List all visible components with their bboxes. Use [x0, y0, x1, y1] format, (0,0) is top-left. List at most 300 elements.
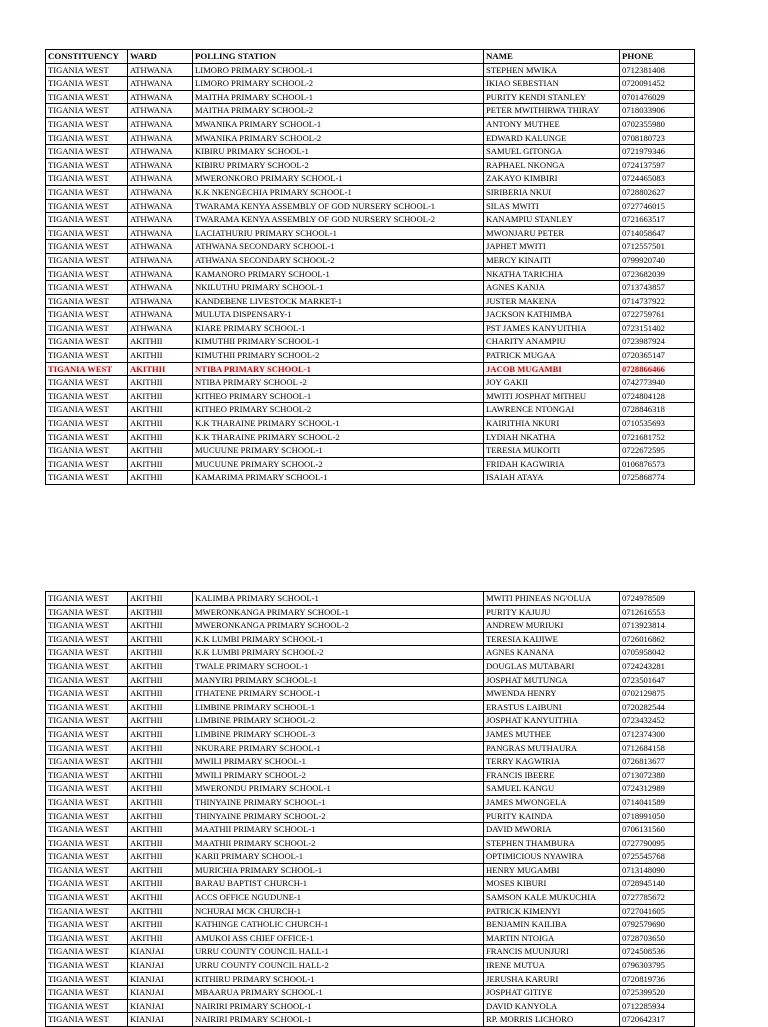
polling-station-cell: URRU COUNTY COUNCIL HALL-1 [193, 945, 484, 959]
table-row [46, 904, 695, 918]
polling-station-cell: TWALE PRIMARY SCHOOL-1 [193, 659, 484, 673]
polling-station-cell: MANYIRI PRIMARY SCHOOL-1 [193, 673, 484, 687]
polling-station-cell: AMUKOI ASS CHIEF OFFICE-1 [193, 931, 484, 945]
header-row [46, 50, 695, 64]
polling-station-cell: K.K THARAINE PRIMARY SCHOOL-2 [193, 430, 484, 444]
name-cell: LAWRENCE NTONGAI [484, 403, 620, 417]
ward-cell: ATHWANA [128, 199, 193, 213]
constituency-cell: TIGANIA WEST [46, 281, 128, 295]
polling-station-cell: THINYAINE PRIMARY SCHOOL-2 [193, 809, 484, 823]
polling-station-cell: MWILI PRIMARY SCHOOL-2 [193, 768, 484, 782]
constituency-cell: TIGANIA WEST [46, 700, 128, 714]
table-row [46, 281, 695, 295]
polling-station-cell: ATHWANA SECONDARY SCHOOL-2 [193, 253, 484, 267]
name-cell: RP. MORRIS LICHORO [484, 1013, 620, 1027]
constituency-cell: TIGANIA WEST [46, 986, 128, 1000]
phone-cell: 0701476029 [620, 90, 695, 104]
table-row [46, 605, 695, 619]
table-row [46, 863, 695, 877]
table-row [46, 741, 695, 755]
name-cell: JOSPHAT MUTUNGA [484, 673, 620, 687]
phone-cell: 0702129875 [620, 687, 695, 701]
table-row [46, 457, 695, 471]
name-cell: PATRICK KIMENYI [484, 904, 620, 918]
name-cell: CHARITY ANAMPIU [484, 335, 620, 349]
polling-station-cell: URRU COUNTY COUNCIL HALL-2 [193, 959, 484, 973]
table-row [46, 158, 695, 172]
name-cell: STEPHEN MWIKA [484, 63, 620, 77]
polling-station-cell: LIMORO PRIMARY SCHOOL-1 [193, 63, 484, 77]
ward-cell: AKITHII [128, 457, 193, 471]
name-cell: JOSPHAT KANYUITHIA [484, 714, 620, 728]
phone-cell: 0725399520 [620, 986, 695, 1000]
constituency-cell: TIGANIA WEST [46, 755, 128, 769]
name-cell: FRANCIS MUUNJURI [484, 945, 620, 959]
ward-cell: ATHWANA [128, 267, 193, 281]
ward-cell: AKITHII [128, 687, 193, 701]
table-row [46, 294, 695, 308]
ward-cell: ATHWANA [128, 253, 193, 267]
name-cell: MWITI JOSPHAT MITHEU [484, 389, 620, 403]
table-row [46, 877, 695, 891]
name-cell: ANTONY MUTHEE [484, 117, 620, 131]
polling-station-cell: KITHEO PRIMARY SCHOOL-1 [193, 389, 484, 403]
header-phone: PHONE [620, 50, 695, 64]
phone-cell: 0706131560 [620, 823, 695, 837]
polling-station-cell: NTIBA PRIMARY SCHOOL -2 [193, 376, 484, 390]
polling-station-cell: MUCUUNE PRIMARY SCHOOL-2 [193, 457, 484, 471]
table-row [46, 972, 695, 986]
polling-station-cell: MWERONKORO PRIMARY SCHOOL-1 [193, 172, 484, 186]
phone-cell: 0720282544 [620, 700, 695, 714]
name-cell: TERESIA MUKOITI [484, 444, 620, 458]
polling-station-cell: BARAU BAPTIST CHURCH-1 [193, 877, 484, 891]
constituency-cell: TIGANIA WEST [46, 444, 128, 458]
polling-station-cell: THINYAINE PRIMARY SCHOOL-1 [193, 795, 484, 809]
ward-cell: ATHWANA [128, 145, 193, 159]
constituency-cell: TIGANIA WEST [46, 945, 128, 959]
constituency-cell: TIGANIA WEST [46, 795, 128, 809]
phone-cell: 0713148090 [620, 863, 695, 877]
ward-cell: ATHWANA [128, 172, 193, 186]
phone-cell: 0713743857 [620, 281, 695, 295]
constituency-cell: TIGANIA WEST [46, 104, 128, 118]
polling-table-bottom [45, 591, 695, 1027]
constituency-cell: TIGANIA WEST [46, 768, 128, 782]
name-cell: MARTIN NTOIGA [484, 931, 620, 945]
table-row [46, 267, 695, 281]
constituency-cell: TIGANIA WEST [46, 90, 128, 104]
phone-cell: 0723501647 [620, 673, 695, 687]
table-row [46, 403, 695, 417]
name-cell: KAIRITHIA NKURI [484, 417, 620, 431]
table-row [46, 632, 695, 646]
constituency-cell: TIGANIA WEST [46, 741, 128, 755]
phone-cell: 0702355980 [620, 117, 695, 131]
constituency-cell: TIGANIA WEST [46, 199, 128, 213]
phone-cell: 0796303795 [620, 959, 695, 973]
constituency-cell: TIGANIA WEST [46, 836, 128, 850]
ward-cell: AKITHII [128, 444, 193, 458]
ward-cell: KIANJAI [128, 986, 193, 1000]
phone-cell: 0714058647 [620, 226, 695, 240]
constituency-cell: TIGANIA WEST [46, 376, 128, 390]
ward-cell: AKITHII [128, 349, 193, 363]
ward-cell: AKITHII [128, 362, 193, 376]
ward-cell: AKITHII [128, 918, 193, 932]
ward-cell: ATHWANA [128, 63, 193, 77]
ward-cell: AKITHII [128, 389, 193, 403]
ward-cell: AKITHII [128, 823, 193, 837]
polling-station-cell: KANDEBENE LIVESTOCK MARKET-1 [193, 294, 484, 308]
name-cell: PURITY KAJUJU [484, 605, 620, 619]
table-row [46, 700, 695, 714]
phone-cell: 0728703650 [620, 931, 695, 945]
table-row [46, 986, 695, 1000]
constituency-cell: TIGANIA WEST [46, 294, 128, 308]
ward-cell: AKITHII [128, 646, 193, 660]
name-cell: DAVID MWORIA [484, 823, 620, 837]
name-cell: PURITY KAINDA [484, 809, 620, 823]
name-cell: JACOB MUGAMBI [484, 362, 620, 376]
name-cell: RAPHAEL NKONGA [484, 158, 620, 172]
polling-station-cell: ACCS OFFICE NGUDUNE-1 [193, 891, 484, 905]
phone-cell: 0727041605 [620, 904, 695, 918]
polling-station-cell: KATHINGE CATHOLIC CHURCH-1 [193, 918, 484, 932]
table-row [46, 349, 695, 363]
ward-cell: KIANJAI [128, 945, 193, 959]
polling-station-cell: KAMARIMA PRIMARY SCHOOL-1 [193, 471, 484, 485]
ward-cell: AKITHII [128, 376, 193, 390]
constituency-cell: TIGANIA WEST [46, 972, 128, 986]
table-row [46, 444, 695, 458]
polling-station-cell: KIBIRU PRIMARY SCHOOL-2 [193, 158, 484, 172]
polling-station-cell: MBAARUA PRIMARY SCHOOL-1 [193, 986, 484, 1000]
constituency-cell: TIGANIA WEST [46, 389, 128, 403]
constituency-cell: TIGANIA WEST [46, 863, 128, 877]
ward-cell: AKITHII [128, 768, 193, 782]
table-row [46, 619, 695, 633]
ward-cell: AKITHII [128, 417, 193, 431]
ward-cell: ATHWANA [128, 104, 193, 118]
ward-cell: ATHWANA [128, 226, 193, 240]
constituency-cell: TIGANIA WEST [46, 403, 128, 417]
phone-cell: 0792579690 [620, 918, 695, 932]
name-cell: AGNES KANANA [484, 646, 620, 660]
table-row [46, 131, 695, 145]
ward-cell: AKITHII [128, 836, 193, 850]
phone-cell: 0728802627 [620, 185, 695, 199]
constituency-cell: TIGANIA WEST [46, 240, 128, 254]
phone-cell: 0723682039 [620, 267, 695, 281]
table-row [46, 592, 695, 606]
name-cell: TERRY KAGWIRIA [484, 755, 620, 769]
name-cell: SAMUEL GITONGA [484, 145, 620, 159]
table-row [46, 226, 695, 240]
phone-cell: 0106876573 [620, 457, 695, 471]
name-cell: MWITI PHINEAS NG'OLUA [484, 592, 620, 606]
phone-cell: 0724804128 [620, 389, 695, 403]
ward-cell: AKITHII [128, 877, 193, 891]
phone-cell: 0708180723 [620, 131, 695, 145]
phone-cell: 0721979346 [620, 145, 695, 159]
name-cell: JOY GAKII [484, 376, 620, 390]
name-cell: ANDREW MURIUKI [484, 619, 620, 633]
phone-cell: 0728866466 [620, 362, 695, 376]
phone-cell: 0725868774 [620, 471, 695, 485]
table-row [46, 673, 695, 687]
polling-station-cell: LACIATHURIU PRIMARY SCHOOL-1 [193, 226, 484, 240]
table-row [46, 918, 695, 932]
phone-cell: 0724137597 [620, 158, 695, 172]
name-cell: FRANCIS IBEERE [484, 768, 620, 782]
constituency-cell: TIGANIA WEST [46, 605, 128, 619]
name-cell: ISAIAH ATAYA [484, 471, 620, 485]
constituency-cell: TIGANIA WEST [46, 959, 128, 973]
table-body-bottom [46, 592, 695, 1027]
phone-cell: 0727790095 [620, 836, 695, 850]
table-row [46, 795, 695, 809]
name-cell: SAMUEL KANGU [484, 782, 620, 796]
ward-cell: AKITHII [128, 632, 193, 646]
constituency-cell: TIGANIA WEST [46, 687, 128, 701]
constituency-cell: TIGANIA WEST [46, 904, 128, 918]
constituency-cell: TIGANIA WEST [46, 809, 128, 823]
polling-station-cell: TWARAMA KENYA ASSEMBLY OF GOD NURSERY SCHOOL-1 [193, 199, 484, 213]
polling-station-cell: MAITHA PRIMARY SCHOOL-1 [193, 90, 484, 104]
polling-table-top [45, 49, 695, 485]
ward-cell: AKITHII [128, 782, 193, 796]
phone-cell: 0724312989 [620, 782, 695, 796]
ward-cell: AKITHII [128, 714, 193, 728]
table-row [46, 417, 695, 431]
table-row [46, 999, 695, 1013]
constituency-cell: TIGANIA WEST [46, 918, 128, 932]
polling-station-cell: MURICHIA PRIMARY SCHOOL-1 [193, 863, 484, 877]
phone-cell: 0722759761 [620, 308, 695, 322]
ward-cell: ATHWANA [128, 131, 193, 145]
table-row [46, 253, 695, 267]
constituency-cell: TIGANIA WEST [46, 727, 128, 741]
name-cell: JAMES MWONGELA [484, 795, 620, 809]
polling-station-cell: MUCUUNE PRIMARY SCHOOL-1 [193, 444, 484, 458]
constituency-cell: TIGANIA WEST [46, 714, 128, 728]
table-row [46, 891, 695, 905]
constituency-cell: TIGANIA WEST [46, 158, 128, 172]
name-cell: JAPHET MWITI [484, 240, 620, 254]
name-cell: EDWARD KALUNGE [484, 131, 620, 145]
phone-cell: 0728945140 [620, 877, 695, 891]
constituency-cell: TIGANIA WEST [46, 185, 128, 199]
constituency-cell: TIGANIA WEST [46, 659, 128, 673]
constituency-cell: TIGANIA WEST [46, 619, 128, 633]
ward-cell: AKITHII [128, 863, 193, 877]
table-row [46, 1013, 695, 1027]
phone-cell: 0710535693 [620, 417, 695, 431]
polling-station-cell: MWERONKANGA PRIMARY SCHOOL-1 [193, 605, 484, 619]
name-cell: SAMSON KALE MUKUCHIA [484, 891, 620, 905]
name-cell: DOUGLAS MUTABARI [484, 659, 620, 673]
table-row [46, 646, 695, 660]
ward-cell: KIANJAI [128, 972, 193, 986]
phone-cell: 0721663517 [620, 213, 695, 227]
polling-station-cell: NKILUTHU PRIMARY SCHOOL-1 [193, 281, 484, 295]
table-row [46, 768, 695, 782]
constituency-cell: TIGANIA WEST [46, 646, 128, 660]
table-row [46, 240, 695, 254]
table-row [46, 727, 695, 741]
polling-station-cell: MWERONKANGA PRIMARY SCHOOL-2 [193, 619, 484, 633]
phone-cell: 0718991050 [620, 809, 695, 823]
polling-station-cell: LIMBINE PRIMARY SCHOOL-2 [193, 714, 484, 728]
polling-station-cell: LIMBINE PRIMARY SCHOOL-3 [193, 727, 484, 741]
ward-cell: ATHWANA [128, 77, 193, 91]
table-row [46, 823, 695, 837]
ward-cell: AKITHII [128, 430, 193, 444]
polling-station-cell: K.K LUMBI PRIMARY SCHOOL-2 [193, 646, 484, 660]
constituency-cell: TIGANIA WEST [46, 362, 128, 376]
name-cell: PATRICK MUGAA [484, 349, 620, 363]
ward-cell: AKITHII [128, 700, 193, 714]
ward-cell: ATHWANA [128, 308, 193, 322]
name-cell: KANAMPIU STANLEY [484, 213, 620, 227]
polling-station-cell: LIMBINE PRIMARY SCHOOL-1 [193, 700, 484, 714]
constituency-cell: TIGANIA WEST [46, 782, 128, 796]
table-row [46, 77, 695, 91]
constituency-cell: TIGANIA WEST [46, 471, 128, 485]
constituency-cell: TIGANIA WEST [46, 999, 128, 1013]
polling-station-cell: NKURARE PRIMARY SCHOOL-1 [193, 741, 484, 755]
ward-cell: AKITHII [128, 619, 193, 633]
phone-cell: 0727785672 [620, 891, 695, 905]
phone-cell: 0724978509 [620, 592, 695, 606]
table-row [46, 376, 695, 390]
polling-station-cell: MAITHA PRIMARY SCHOOL-2 [193, 104, 484, 118]
phone-cell: 0726016862 [620, 632, 695, 646]
ward-cell: ATHWANA [128, 185, 193, 199]
polling-station-cell: KAMANORO PRIMARY SCHOOL-1 [193, 267, 484, 281]
table-row [46, 931, 695, 945]
phone-cell: 0712557501 [620, 240, 695, 254]
name-cell: LYDIAH NKATHA [484, 430, 620, 444]
name-cell: HENRY MUGAMBI [484, 863, 620, 877]
name-cell: FRIDAH KAGWIRIA [484, 457, 620, 471]
ward-cell: KIANJAI [128, 1013, 193, 1027]
ward-cell: ATHWANA [128, 90, 193, 104]
table-body-top [46, 63, 695, 484]
constituency-cell: TIGANIA WEST [46, 673, 128, 687]
table-row [46, 471, 695, 485]
ward-cell: AKITHII [128, 904, 193, 918]
ward-cell: AKITHII [128, 403, 193, 417]
constituency-cell: TIGANIA WEST [46, 430, 128, 444]
name-cell: IRENE MUTUA [484, 959, 620, 973]
name-cell: JERUSHA KARURI [484, 972, 620, 986]
name-cell: PETER MWITHIRWA THIRAY [484, 104, 620, 118]
constituency-cell: TIGANIA WEST [46, 145, 128, 159]
table-row [46, 836, 695, 850]
constituency-cell: TIGANIA WEST [46, 117, 128, 131]
ward-cell: AKITHII [128, 592, 193, 606]
phone-cell: 0720819736 [620, 972, 695, 986]
table-row [46, 945, 695, 959]
ward-cell: AKITHII [128, 335, 193, 349]
constituency-cell: TIGANIA WEST [46, 213, 128, 227]
ward-cell: AKITHII [128, 931, 193, 945]
ward-cell: ATHWANA [128, 213, 193, 227]
constituency-cell: TIGANIA WEST [46, 321, 128, 335]
ward-cell: AKITHII [128, 741, 193, 755]
table-row [46, 213, 695, 227]
table-row [46, 90, 695, 104]
ward-cell: ATHWANA [128, 240, 193, 254]
table-row [46, 782, 695, 796]
polling-station-cell: ITHATENE PRIMARY SCHOOL-1 [193, 687, 484, 701]
phone-cell: 0723432452 [620, 714, 695, 728]
polling-station-cell: MWANIKA PRIMARY SCHOOL-2 [193, 131, 484, 145]
ward-cell: AKITHII [128, 605, 193, 619]
ward-cell: AKITHII [128, 673, 193, 687]
constituency-cell: TIGANIA WEST [46, 592, 128, 606]
constituency-cell: TIGANIA WEST [46, 226, 128, 240]
name-cell: MOSES KIBURI [484, 877, 620, 891]
phone-cell: 0720365147 [620, 349, 695, 363]
constituency-cell: TIGANIA WEST [46, 1013, 128, 1027]
polling-station-cell: KARII PRIMARY SCHOOL-1 [193, 850, 484, 864]
constituency-cell: TIGANIA WEST [46, 823, 128, 837]
table-row [46, 362, 695, 376]
name-cell: STEPHEN THAMBURA [484, 836, 620, 850]
table-row [46, 430, 695, 444]
name-cell: MWONJARU PETER [484, 226, 620, 240]
phone-cell: 0705958042 [620, 646, 695, 660]
polling-station-cell: KIBIRU PRIMARY SCHOOL-1 [193, 145, 484, 159]
constituency-cell: TIGANIA WEST [46, 850, 128, 864]
name-cell: BENJAMIN KAILIBA [484, 918, 620, 932]
table-row [46, 145, 695, 159]
constituency-cell: TIGANIA WEST [46, 267, 128, 281]
polling-station-cell: MULUTA DISPENSARY-1 [193, 308, 484, 322]
phone-cell: 0724243281 [620, 659, 695, 673]
name-cell: ZAKAYO KIMBIRI [484, 172, 620, 186]
constituency-cell: TIGANIA WEST [46, 349, 128, 363]
name-cell: SIRIBERIA NKUI [484, 185, 620, 199]
polling-station-cell: KIMUTHII PRIMARY SCHOOL-1 [193, 335, 484, 349]
phone-cell: 0723151402 [620, 321, 695, 335]
polling-station-cell: TWARAMA KENYA ASSEMBLY OF GOD NURSERY SCHOOL-2 [193, 213, 484, 227]
polling-station-cell: K.K THARAINE PRIMARY SCHOOL-1 [193, 417, 484, 431]
constituency-cell: TIGANIA WEST [46, 891, 128, 905]
ward-cell: AKITHII [128, 727, 193, 741]
polling-station-cell: NCHURAI MCK CHURCH-1 [193, 904, 484, 918]
polling-station-cell: KITHEO PRIMARY SCHOOL-2 [193, 403, 484, 417]
ward-cell: AKITHII [128, 795, 193, 809]
polling-station-cell: NTIBA PRIMARY SCHOOL-1 [193, 362, 484, 376]
phone-cell: 0725545768 [620, 850, 695, 864]
table-row [46, 959, 695, 973]
ward-cell: KIANJAI [128, 999, 193, 1013]
name-cell: PST JAMES KANYUITHIA [484, 321, 620, 335]
constituency-cell: TIGANIA WEST [46, 877, 128, 891]
ward-cell: ATHWANA [128, 281, 193, 295]
phone-cell: 0720642317 [620, 1013, 695, 1027]
ward-cell: ATHWANA [128, 321, 193, 335]
ward-cell: AKITHII [128, 891, 193, 905]
polling-station-cell: KIMUTHII PRIMARY SCHOOL-2 [193, 349, 484, 363]
constituency-cell: TIGANIA WEST [46, 931, 128, 945]
polling-station-cell: KALIMBA PRIMARY SCHOOL-1 [193, 592, 484, 606]
phone-cell: 0724508536 [620, 945, 695, 959]
